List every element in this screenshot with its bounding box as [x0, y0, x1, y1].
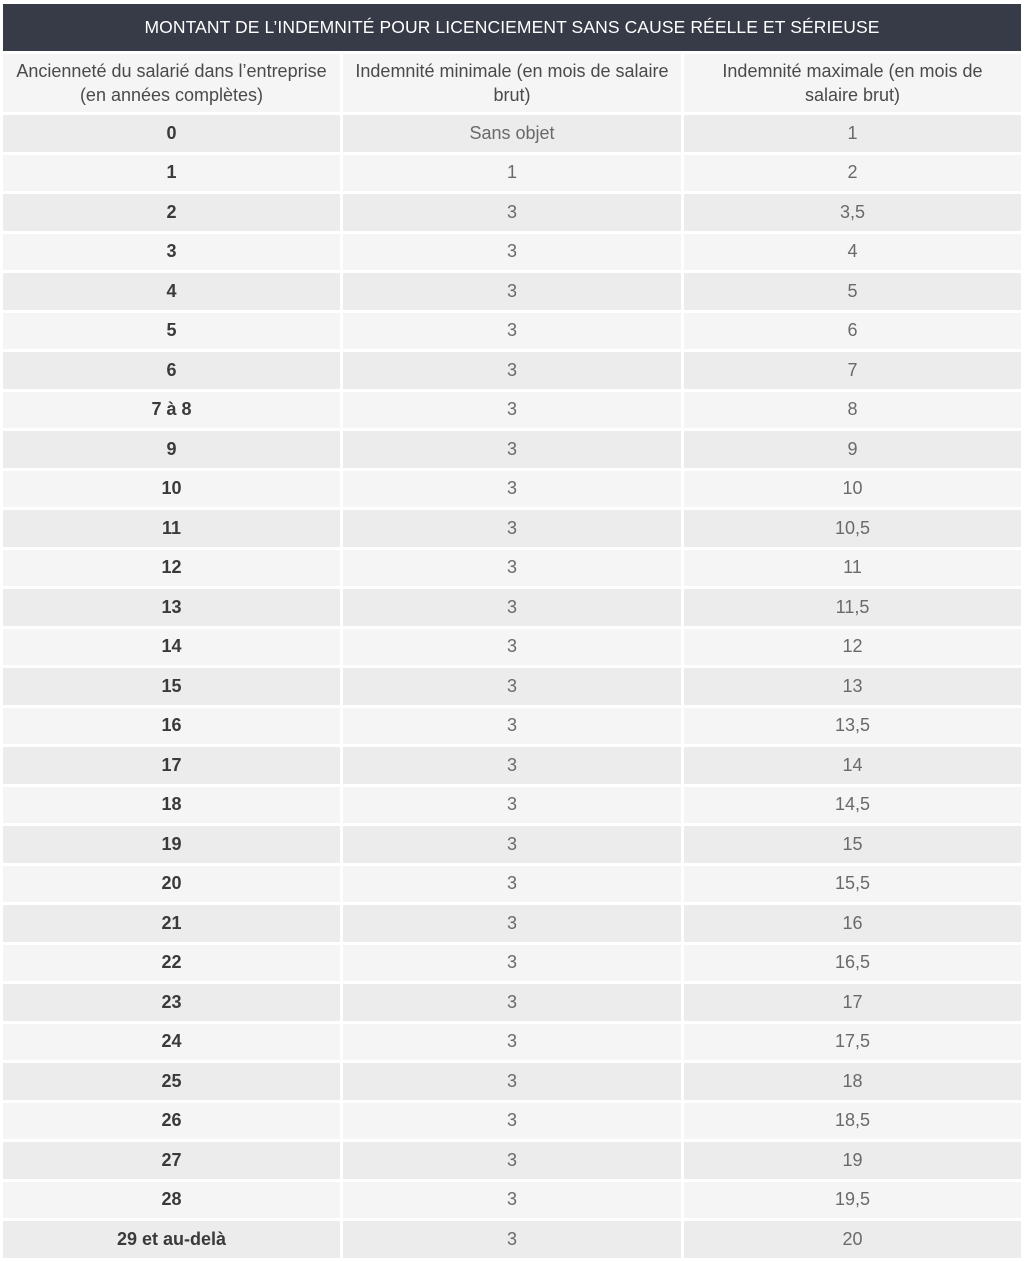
min-indemnity-cell: 3	[343, 945, 681, 982]
min-indemnity-cell: 3	[343, 1024, 681, 1061]
table-row	[3, 984, 1021, 1021]
seniority-cell: 26	[3, 1103, 340, 1140]
table-title: MONTANT DE L’INDEMNITÉ POUR LICENCIEMENT SANS CAUSE RÉELLE ET SÉRIEUSE	[3, 4, 1021, 51]
min-indemnity-cell: 3	[343, 313, 681, 350]
seniority-cell: 27	[3, 1142, 340, 1179]
min-indemnity-cell: 3	[343, 668, 681, 705]
seniority-cell: 22	[3, 945, 340, 982]
min-indemnity-cell: 3	[343, 708, 681, 745]
min-indemnity-cell: 1	[343, 155, 681, 192]
seniority-cell: 28	[3, 1182, 340, 1219]
seniority-cell: 24	[3, 1024, 340, 1061]
min-indemnity-cell: 3	[343, 510, 681, 547]
max-indemnity-cell: 7	[684, 352, 1021, 389]
max-indemnity-cell: 4	[684, 234, 1021, 271]
indemnity-table-container	[3, 4, 1021, 1261]
min-indemnity-cell: 3	[343, 1182, 681, 1219]
table-row	[3, 234, 1021, 271]
seniority-cell: 29 et au-delà	[3, 1221, 340, 1258]
header-min-indemnity: Indemnité minimale (en mois de salaire brut)	[343, 54, 681, 112]
table-row	[3, 1103, 1021, 1140]
table-row	[3, 392, 1021, 429]
seniority-cell: 4	[3, 273, 340, 310]
table-row	[3, 866, 1021, 903]
seniority-cell: 19	[3, 826, 340, 863]
table-row	[3, 1182, 1021, 1219]
min-indemnity-cell: 3	[343, 234, 681, 271]
table-row	[3, 431, 1021, 468]
seniority-cell: 0	[3, 115, 340, 152]
seniority-cell: 23	[3, 984, 340, 1021]
min-indemnity-cell: 3	[343, 589, 681, 626]
seniority-cell: 7 à 8	[3, 392, 340, 429]
seniority-cell: 18	[3, 787, 340, 824]
max-indemnity-cell: 19,5	[684, 1182, 1021, 1219]
seniority-cell: 6	[3, 352, 340, 389]
max-indemnity-cell: 14	[684, 747, 1021, 784]
seniority-cell: 14	[3, 629, 340, 666]
seniority-cell: 20	[3, 866, 340, 903]
table-header-row	[3, 54, 1021, 112]
min-indemnity-cell: 3	[343, 905, 681, 942]
min-indemnity-cell: 3	[343, 787, 681, 824]
min-indemnity-cell: 3	[343, 826, 681, 863]
table-row	[3, 787, 1021, 824]
table-row	[3, 273, 1021, 310]
seniority-cell: 15	[3, 668, 340, 705]
table-row	[3, 550, 1021, 587]
max-indemnity-cell: 15,5	[684, 866, 1021, 903]
min-indemnity-cell: 3	[343, 984, 681, 1021]
table-row	[3, 708, 1021, 745]
max-indemnity-cell: 12	[684, 629, 1021, 666]
max-indemnity-cell: 16,5	[684, 945, 1021, 982]
table-row	[3, 352, 1021, 389]
table-row	[3, 1142, 1021, 1179]
seniority-cell: 11	[3, 510, 340, 547]
table-body	[3, 115, 1021, 1258]
min-indemnity-cell: 3	[343, 194, 681, 231]
table-row	[3, 945, 1021, 982]
seniority-cell: 1	[3, 155, 340, 192]
max-indemnity-cell: 13	[684, 668, 1021, 705]
min-indemnity-cell: 3	[343, 550, 681, 587]
max-indemnity-cell: 5	[684, 273, 1021, 310]
table-row	[3, 905, 1021, 942]
min-indemnity-cell: 3	[343, 1063, 681, 1100]
max-indemnity-cell: 15	[684, 826, 1021, 863]
table-row	[3, 668, 1021, 705]
max-indemnity-cell: 19	[684, 1142, 1021, 1179]
min-indemnity-cell: 3	[343, 866, 681, 903]
max-indemnity-cell: 6	[684, 313, 1021, 350]
table-row	[3, 1024, 1021, 1061]
max-indemnity-cell: 1	[684, 115, 1021, 152]
table-row	[3, 194, 1021, 231]
max-indemnity-cell: 3,5	[684, 194, 1021, 231]
min-indemnity-cell: 3	[343, 392, 681, 429]
table-row	[3, 471, 1021, 508]
table-row	[3, 747, 1021, 784]
table-row	[3, 115, 1021, 152]
min-indemnity-cell: Sans objet	[343, 115, 681, 152]
max-indemnity-cell: 20	[684, 1221, 1021, 1258]
min-indemnity-cell: 3	[343, 273, 681, 310]
table-row	[3, 589, 1021, 626]
min-indemnity-cell: 3	[343, 471, 681, 508]
max-indemnity-cell: 17	[684, 984, 1021, 1021]
max-indemnity-cell: 11,5	[684, 589, 1021, 626]
seniority-cell: 13	[3, 589, 340, 626]
table-row	[3, 826, 1021, 863]
seniority-cell: 17	[3, 747, 340, 784]
max-indemnity-cell: 11	[684, 550, 1021, 587]
max-indemnity-cell: 18	[684, 1063, 1021, 1100]
seniority-cell: 9	[3, 431, 340, 468]
min-indemnity-cell: 3	[343, 1142, 681, 1179]
header-max-indemnity: Indemnité maximale (en mois de salaire brut)	[684, 54, 1021, 112]
max-indemnity-cell: 8	[684, 392, 1021, 429]
table-row	[3, 629, 1021, 666]
min-indemnity-cell: 3	[343, 431, 681, 468]
min-indemnity-cell: 3	[343, 1221, 681, 1258]
max-indemnity-cell: 10,5	[684, 510, 1021, 547]
min-indemnity-cell: 3	[343, 352, 681, 389]
header-seniority: Ancienneté du salarié dans l’entreprise (en années complètes)	[3, 54, 340, 112]
seniority-cell: 5	[3, 313, 340, 350]
seniority-cell: 3	[3, 234, 340, 271]
max-indemnity-cell: 2	[684, 155, 1021, 192]
min-indemnity-cell: 3	[343, 1103, 681, 1140]
max-indemnity-cell: 14,5	[684, 787, 1021, 824]
seniority-cell: 16	[3, 708, 340, 745]
indemnity-table	[0, 51, 1024, 1261]
seniority-cell: 25	[3, 1063, 340, 1100]
max-indemnity-cell: 18,5	[684, 1103, 1021, 1140]
max-indemnity-cell: 10	[684, 471, 1021, 508]
table-row	[3, 510, 1021, 547]
max-indemnity-cell: 16	[684, 905, 1021, 942]
max-indemnity-cell: 9	[684, 431, 1021, 468]
seniority-cell: 21	[3, 905, 340, 942]
min-indemnity-cell: 3	[343, 629, 681, 666]
table-row	[3, 1221, 1021, 1258]
seniority-cell: 12	[3, 550, 340, 587]
max-indemnity-cell: 17,5	[684, 1024, 1021, 1061]
seniority-cell: 2	[3, 194, 340, 231]
table-row	[3, 155, 1021, 192]
table-row	[3, 313, 1021, 350]
table-row	[3, 1063, 1021, 1100]
seniority-cell: 10	[3, 471, 340, 508]
min-indemnity-cell: 3	[343, 747, 681, 784]
max-indemnity-cell: 13,5	[684, 708, 1021, 745]
